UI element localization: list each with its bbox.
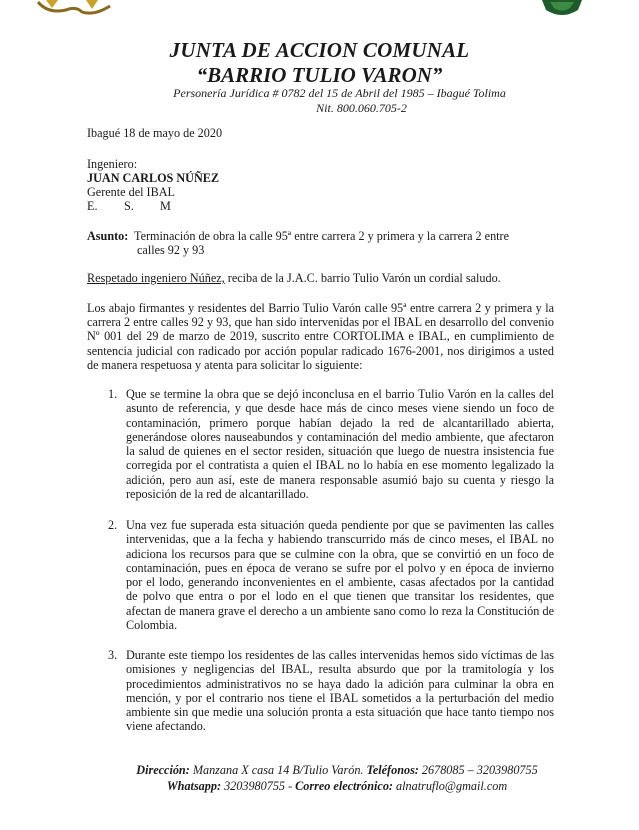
emblem-right-icon xyxy=(540,0,584,18)
greeting-underlined: Respetado ingeniero Núñez, xyxy=(87,271,225,285)
item-number-1: 1. xyxy=(108,387,118,401)
item-number-3: 3. xyxy=(108,648,118,662)
esm-m: M xyxy=(160,199,171,213)
item-text-1: Que se termine la obra que se dejó inconclusa en el barrio Tulio Varón en la calles del asunto de referencia, y que desde hace más de cinco meses viene siendo un foco de contaminación, primero porque habían dejado la red de alcantarillado abierta, generándose olores nauseabundos y contaminación del medio ambiente, que afectaron la salud de quienes en el sector residen, situación que luego de nuestra insistencia fue corregida por el contratista a quien el IBAL no lo había en ese momento legalizado la adición, pero aun así, este de manera responsable asumió bajo su cuenta y riesgo la reposición de la red de alcantarillado. xyxy=(126,387,554,502)
item-text-2: Una vez fue superada esta situación queda pendiente por que se pavimenten las calles intervenidas, que a la fecha y habiendo transcurrido más de cinco meses, el IBAL no adiciona los recursos para que se culmine con la obra, que se convirtió en un foco de contaminación, pues en época de verano se sufre por el polvo y en época de invierno por el lodo, generando inconvenientes en el ambiente, casas afectados por la cantidad de polvo que entra o por el lodo en el que tienen que transitar los residentes, que afectan de manera grave el derecho a un ambiente sano como lo reza la Constitución de Colombia. xyxy=(126,518,554,633)
item-number-2: 2. xyxy=(108,518,118,532)
footer-wa-value: 3203980755 - xyxy=(221,779,293,793)
footer-tel-label: Teléfonos: xyxy=(363,763,419,777)
intro-paragraph: Los abajo firmantes y residentes del Barrio Tulio Varón calle 95ª entre carrera 2 y primera y la carrera 2 entre calles 92 y 93, que han sido intervenidas por el IBAL en desarrollo del convenio Nº 001 del 29 de marzo de 2019, suscrito entre CORTOLIMA e IBAL, en cumplimiento de sentencia judicial con radicado por acción popular radicado 1676-2001, nos dirigimos a usted de manera respetuosa y atenta para solicitar lo siguiente: xyxy=(87,301,554,372)
nit-line: Nit. 800.060.705-2 xyxy=(316,101,407,115)
emblem-left-icon xyxy=(36,0,112,16)
greeting-rest: reciba de la J.A.C. barrio Tulio Varón un cordial saludo. xyxy=(224,271,501,285)
recipient-role: Gerente del IBAL xyxy=(87,185,175,199)
personeria-line: Personería Jurídica # 0782 del 15 de Abril del 1985 – Ibagué Tolima xyxy=(173,86,506,100)
asunto-line-1: Terminación de obra la calle 95ª entre carrera 2 y primera y la carrera 2 entre xyxy=(134,229,510,243)
footer-dir-label: Dirección: xyxy=(136,763,190,777)
footer-email-value: alnatruflo@gmail.com xyxy=(393,779,508,793)
org-title: JUNTA DE ACCION COMUNAL xyxy=(169,38,470,62)
asunto-line-2: calles 92 y 93 xyxy=(137,243,205,257)
footer-address-line xyxy=(0,763,639,778)
footer-email-label: Correo electrónico: xyxy=(292,779,393,793)
footer-dir-value: Manzana X casa 14 B/Tulio Varón. xyxy=(189,763,364,777)
esm-s: S. xyxy=(124,199,134,213)
barrio-title: “BARRIO TULIO VARON” xyxy=(196,63,443,87)
greeting xyxy=(87,271,501,286)
footer-wa-label: Whatsapp: xyxy=(166,779,222,793)
esm-e: E. xyxy=(87,199,98,213)
asunto-label: Asunto: xyxy=(87,229,129,243)
item-text-3: Durante este tiempo los residentes de las calles intervenidas hemos sido víctimas de las omisiones y negligencias del IBAL, resulta absurdo que por la tramitología y los procedimientos administrativos no se haya dado la adición para culminar la obra en mención, y por el contrario nos tiene el IBAL sometidos a la perturbación del medio ambiente sin que medie una solución pronta a esta situación que hace tanto tiempo nos viene afectando. xyxy=(126,648,554,734)
footer-tel-value: 2678085 – 3203980755 xyxy=(418,763,538,777)
recipient-name: JUAN CARLOS NÚÑEZ xyxy=(87,171,220,185)
letter-date: Ibagué 18 de mayo de 2020 xyxy=(87,126,223,140)
footer-contact-line xyxy=(0,779,639,794)
recipient-title: Ingeniero: xyxy=(87,157,138,171)
